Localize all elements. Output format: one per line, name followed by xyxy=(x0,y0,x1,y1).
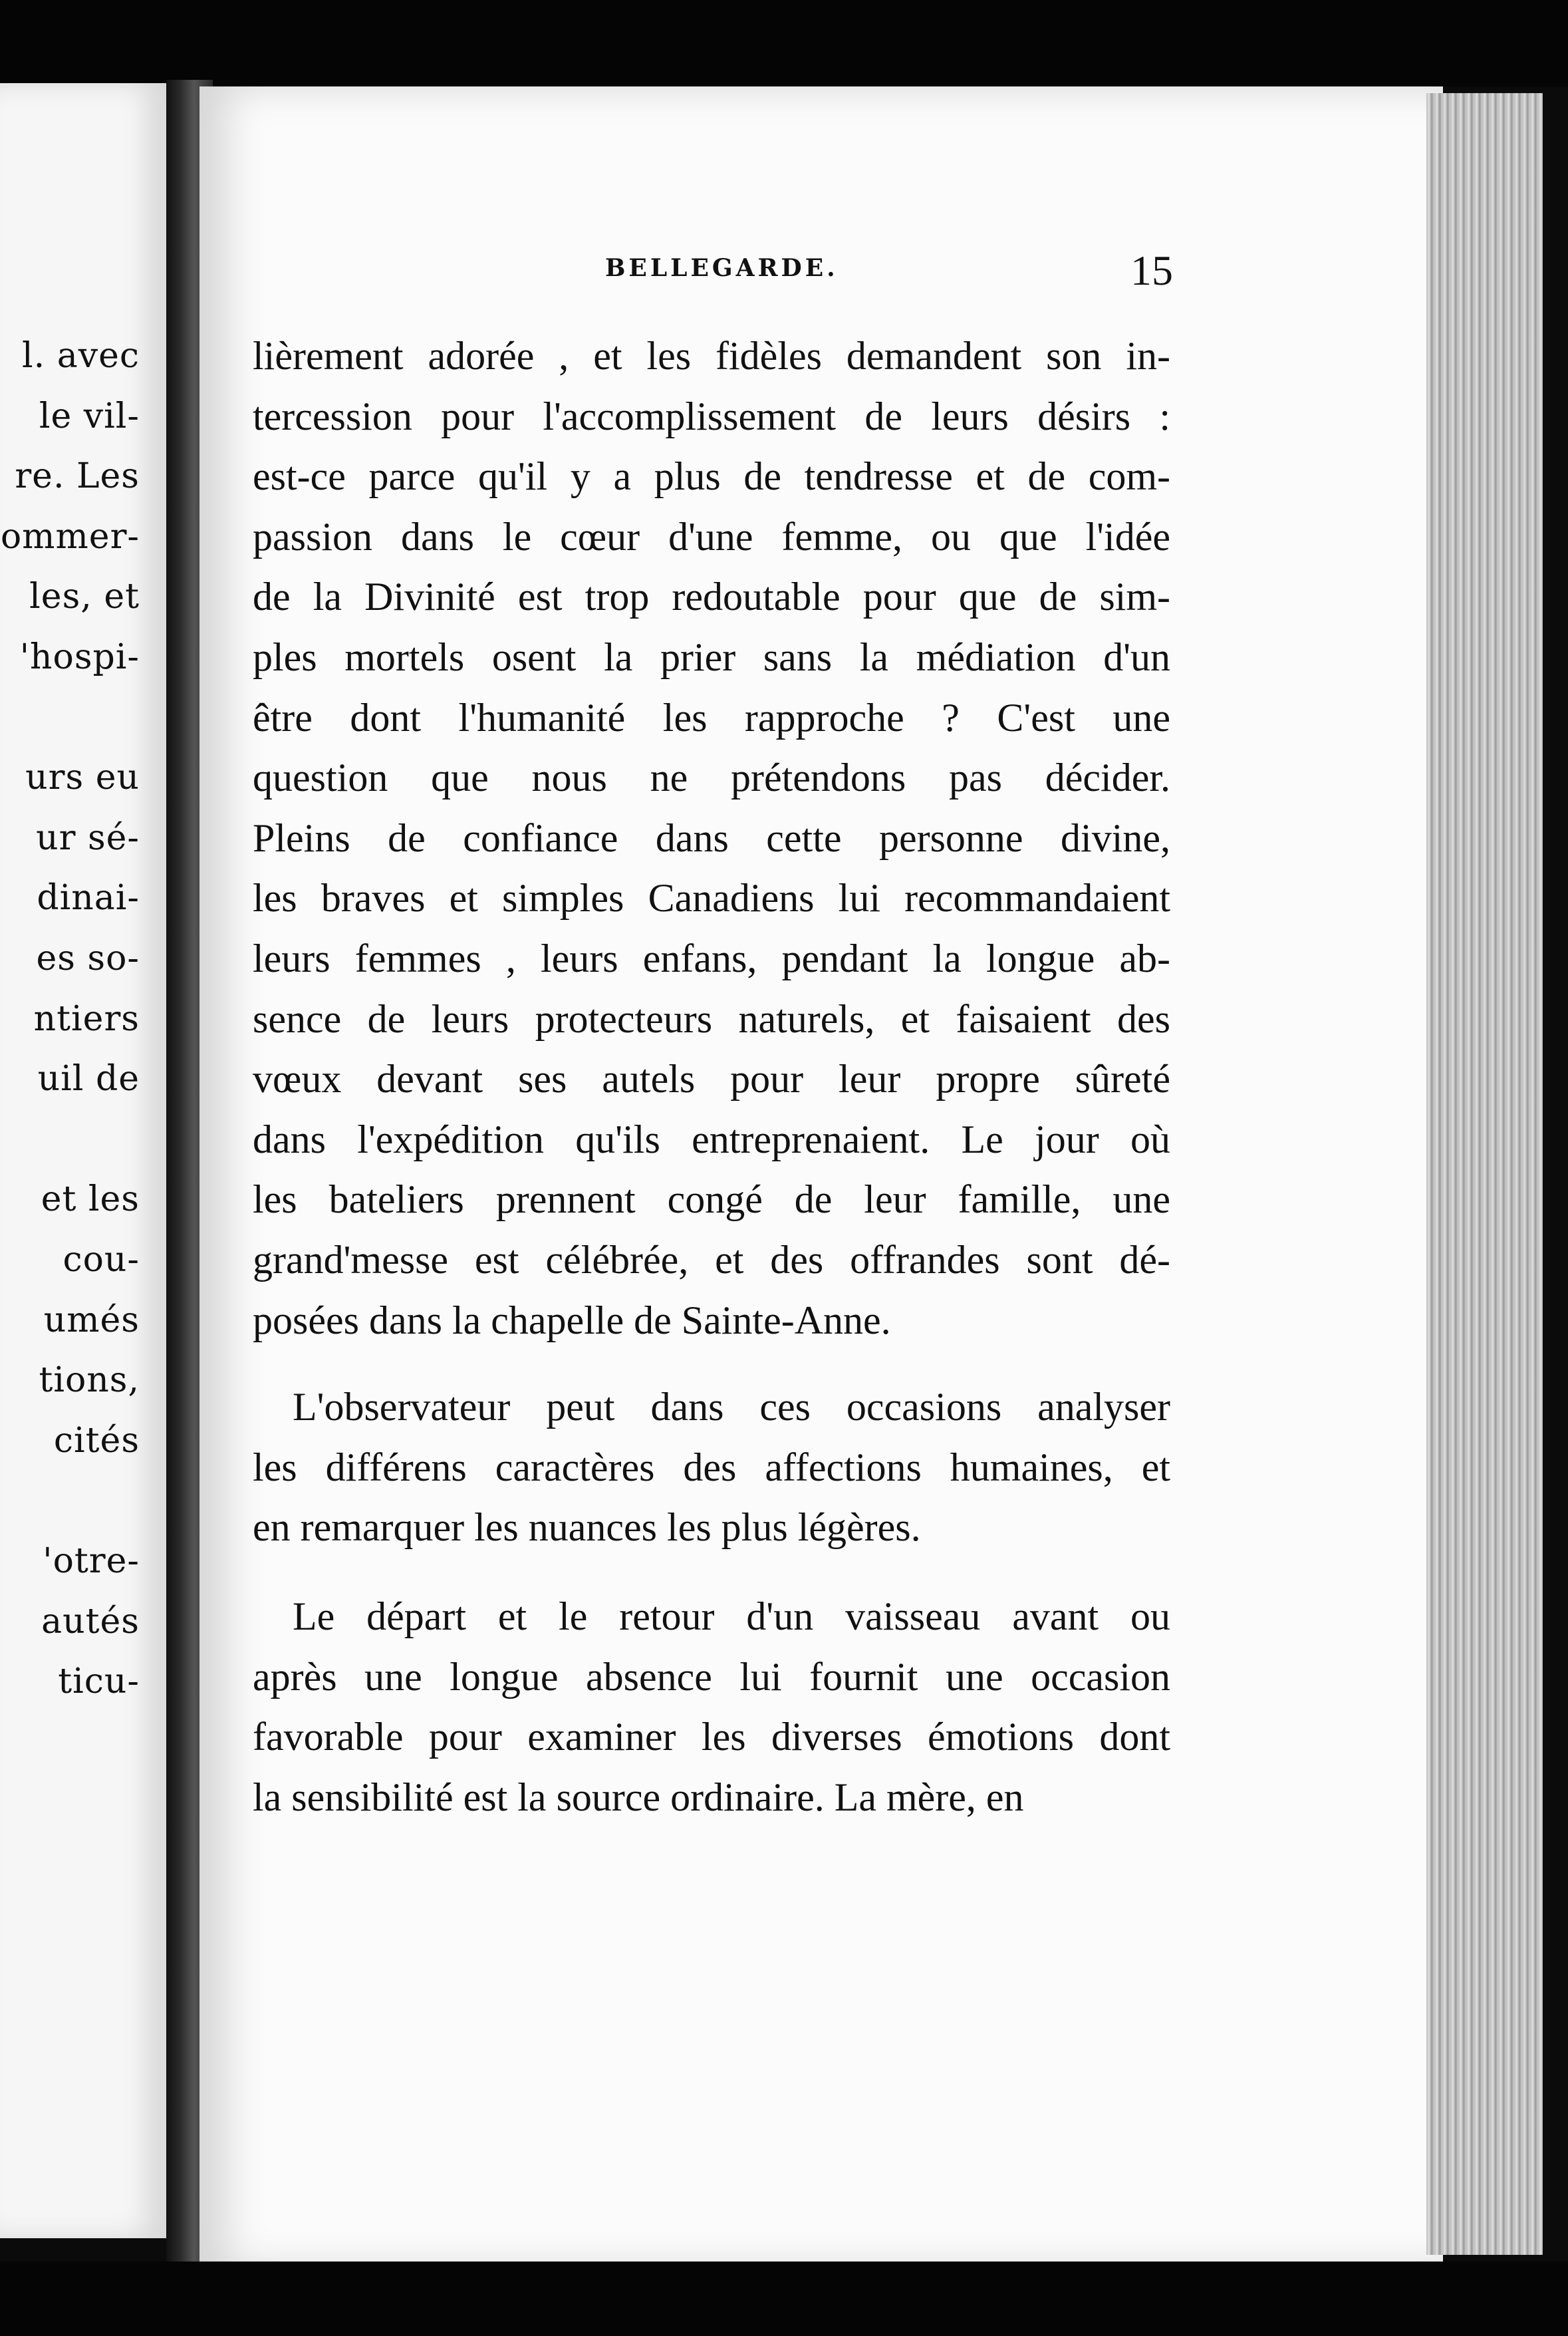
facing-page-fragment: 'hospi- xyxy=(19,637,140,677)
facing-page-fragment: ur sé- xyxy=(36,817,140,858)
facing-page-fragment: cités xyxy=(53,1420,140,1461)
facing-page-fragment: l. avec xyxy=(22,336,140,376)
facing-page-fragment: re. Les xyxy=(15,456,140,497)
scan-bottom-border xyxy=(0,2262,1568,2336)
text-line: tercession pour l'accomplissement de leurs désirs : xyxy=(253,394,1170,438)
facing-page-fragment: urs eu xyxy=(25,758,140,798)
text-line: Pleins de confiance dans cette personne divine, xyxy=(253,815,1170,860)
facing-page-fragment: ommer- xyxy=(0,516,140,557)
text-line: passion dans le cœur d'une femme, ou que l'idée xyxy=(253,514,1170,559)
text-line: posées dans la chapelle de Sainte-Anne. xyxy=(253,1298,891,1342)
text-line: les bateliers prennent congé de leur famille, une xyxy=(253,1177,1170,1222)
text-line: grand'messe est célébrée, et des offrandes sont dé- xyxy=(253,1237,1170,1282)
text-line: les différens caractères des affections humaines, et xyxy=(253,1445,1170,1489)
facing-page-fragment: uil de xyxy=(37,1059,140,1099)
text-line: en remarquer les nuances les plus légères. xyxy=(253,1505,921,1550)
scan-top-border xyxy=(0,0,1568,86)
facing-page-fragment: les, et xyxy=(29,577,140,617)
facing-page-fragment: et les xyxy=(41,1179,140,1220)
text-line: sence de leurs protecteurs naturels, et faisaient des xyxy=(253,996,1170,1041)
facing-page-fragment: autés xyxy=(41,1601,140,1642)
page-edge-stack xyxy=(1426,93,1543,2255)
facing-page-fragment: ntiers xyxy=(33,998,140,1039)
text-line: est-ce parce qu'il y a plus de tendresse et de com- xyxy=(253,454,1170,499)
text-line: question que nous ne prétendons pas décider. xyxy=(253,756,1170,800)
facing-page-fragment: cou- xyxy=(63,1240,140,1280)
paragraph-2 xyxy=(253,1377,1170,1558)
facing-page-fragment: dinai- xyxy=(37,878,140,919)
facing-page-fragment: umés xyxy=(43,1300,140,1340)
facing-page-fragment: es so- xyxy=(36,939,140,978)
text-line: dans l'expédition qu'ils entreprenaient. Le jour où xyxy=(253,1117,1170,1161)
facing-page-left xyxy=(0,83,166,2238)
page-number: 15 xyxy=(1130,247,1173,294)
text-line: lièrement adorée , et les fidèles demandent son in- xyxy=(253,334,1170,378)
facing-page-fragment: le vil- xyxy=(39,396,140,436)
text-line: de la Divinité est trop redoutable pour que de sim- xyxy=(253,575,1170,619)
text-line: L'observateur peut dans ces occasions analyser xyxy=(293,1385,1170,1429)
text-line: la sensibilité est la source ordinaire. La mère, en xyxy=(253,1775,1024,1819)
text-line: les braves et simples Canadiens lui recommandaient xyxy=(253,876,1170,921)
text-line: leurs femmes , leurs enfans, pendant la longue ab- xyxy=(253,936,1170,980)
text-line: après une longue absence lui fournit une occasion xyxy=(253,1654,1170,1699)
text-line: vœux devant ses autels pour leur propre sûreté xyxy=(253,1057,1170,1101)
text-line: être dont l'humanité les rapproche ? C'est une xyxy=(253,695,1170,740)
facing-page-fragment: tions, xyxy=(39,1360,140,1401)
paragraph-1 xyxy=(253,326,1170,1350)
facing-page-fragment: 'otre- xyxy=(43,1541,140,1581)
running-head: BELLEGARDE. xyxy=(605,254,839,282)
text-line: ples mortels osent la prier sans la médiation d'un xyxy=(253,635,1170,679)
text-line: favorable pour examiner les diverses émotions dont xyxy=(253,1715,1170,1759)
facing-page-fragment: ticu- xyxy=(58,1662,140,1702)
paragraph-3 xyxy=(253,1586,1170,1827)
text-line: Le départ et le retour d'un vaisseau avant ou xyxy=(293,1594,1170,1638)
